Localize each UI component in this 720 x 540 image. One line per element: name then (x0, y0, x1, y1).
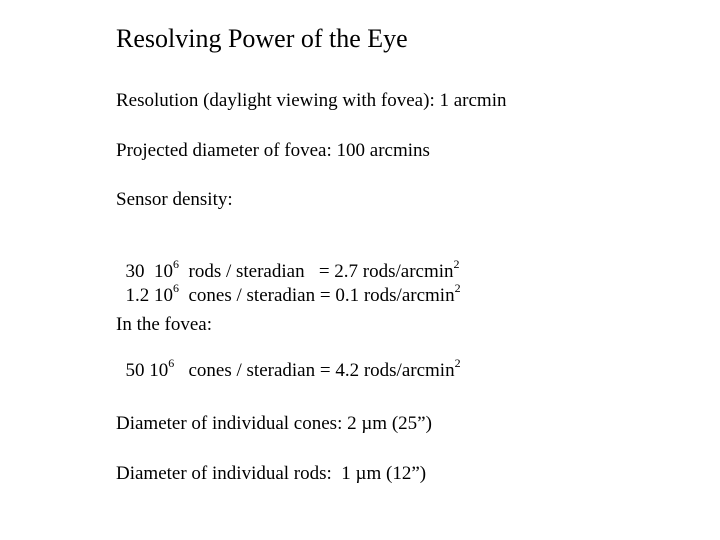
fovea-cones-exponent: 6 (168, 355, 175, 370)
cones-density-exponent: 6 (173, 280, 179, 295)
sensor-density-label: Sensor density: (116, 189, 233, 210)
fovea-cones-expression: cones / steradian = 4.2 rods/arcmin (174, 360, 455, 381)
in-fovea-label: In the fovea: (116, 314, 213, 335)
cone-diameter-text: Diameter of individual cones: 2 µm (25”) (116, 413, 432, 434)
rods-density-unit-exponent: 2 (453, 256, 460, 271)
fovea-cones-unit-exponent: 2 (454, 355, 461, 370)
rods-density-exponent: 6 (173, 256, 179, 271)
cones-density-line (116, 263, 461, 307)
rods-density-mantissa: 30 10 (125, 261, 173, 282)
resolution-text: Resolution (daylight viewing with fovea): 1 arcmin (116, 90, 507, 111)
fovea-diameter-text: Projected diameter of fovea: 100 arcmins (116, 140, 430, 161)
fovea-cones-density-line (116, 338, 461, 382)
cones-density-expression: cones / steradian = 0.1 rods/arcmin (179, 285, 455, 306)
fovea-cones-mantissa: 50 10 (125, 360, 169, 381)
rod-diameter-text: Diameter of individual rods: 1 µm (12”) (116, 463, 427, 484)
rods-density-expression: rods / steradian = 2.7 rods/arcmin (179, 261, 454, 282)
cones-density-mantissa: 1.2 10 (125, 285, 173, 306)
page-title: Resolving Power of the Eye (116, 24, 408, 53)
cones-density-unit-exponent: 2 (454, 280, 461, 295)
